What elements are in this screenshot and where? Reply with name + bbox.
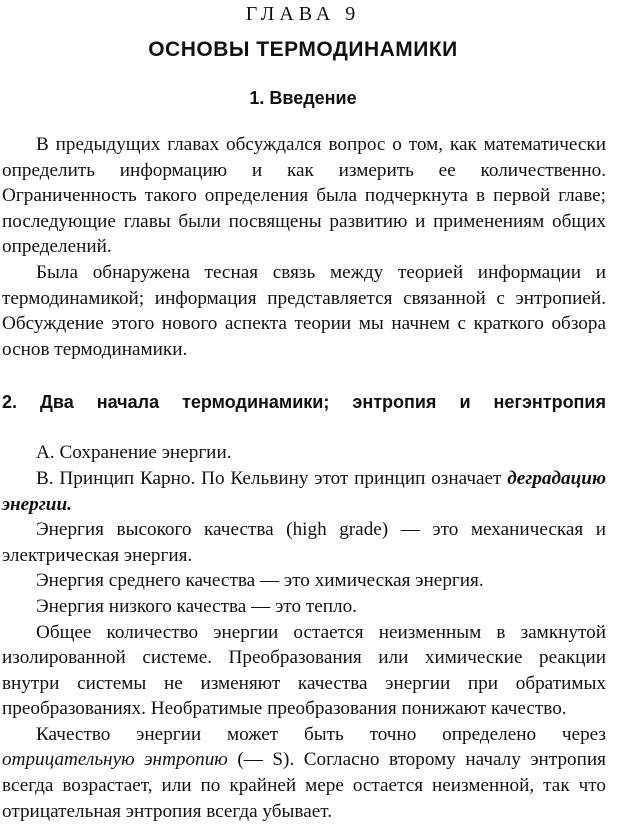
high-quality-energy: Энергия высокого качества (high grade) — это механическая и электрическая энергия.	[2, 519, 606, 566]
total-energy-paragraph: Общее количество энергии остается неизменным в замкнутой изолированной системе. Преобразования или химические реакции внутри системы не изменяют качества энергии при обратимых преобразованиях. Необратимые преобразования понижают качество.	[2, 621, 606, 720]
chapter-title: ОСНОВЫ ТЕРМОДИНАМИКИ	[148, 38, 458, 61]
quality-emphasis: отрицательную энтропию	[2, 749, 228, 771]
section-title-introduction: 1. Введение	[249, 88, 357, 108]
intro-paragraph-2: Была обнаружена тесная связь между теорией информации и термодинамикой; информация представляется связанной с энтропией. Обсуждение этого нового аспекта теории мы начнем с краткого обзора основ термодинамики.	[2, 261, 606, 360]
two-laws-body	[0, 440, 606, 824]
quality-start: Качество энергии может быть точно определено через	[36, 723, 606, 745]
introduction-body	[0, 132, 606, 362]
quality-symbol: (— S)	[227, 749, 290, 771]
medium-quality-energy: Энергия среднего качества — это химическая энергия.	[36, 570, 484, 592]
carnot-emphasis: деградацию энергии.	[2, 467, 606, 515]
carnot-text: В. Принцип Карно. По Кельвину этот принцип означает	[36, 467, 508, 489]
chapter-label: ГЛАВА 9	[245, 3, 361, 25]
item-energy-conservation: А. Сохранение энергии.	[36, 442, 232, 464]
intro-paragraph-1: В предыдущих главах обсуждался вопрос о том, как математически определить информацию и как измерить ее количественно. Ограниченность такого определения была подчеркнута в первой главе; последующие главы были посвящены развитию и применениям общих определений.	[2, 134, 606, 258]
low-quality-energy: Энергия низкого качества — это тепло.	[36, 595, 357, 617]
section-title-two-laws: 2. Два начала термодинамики; энтропия и негэнтропия	[2, 392, 606, 413]
item-carnot-principle	[0, 466, 606, 517]
quality-rest: . Согласно второму началу энтропия всегда возрастает, или по крайней мере остается неизменной, так что отрицательная энтропия всегда убывает.	[2, 749, 606, 822]
